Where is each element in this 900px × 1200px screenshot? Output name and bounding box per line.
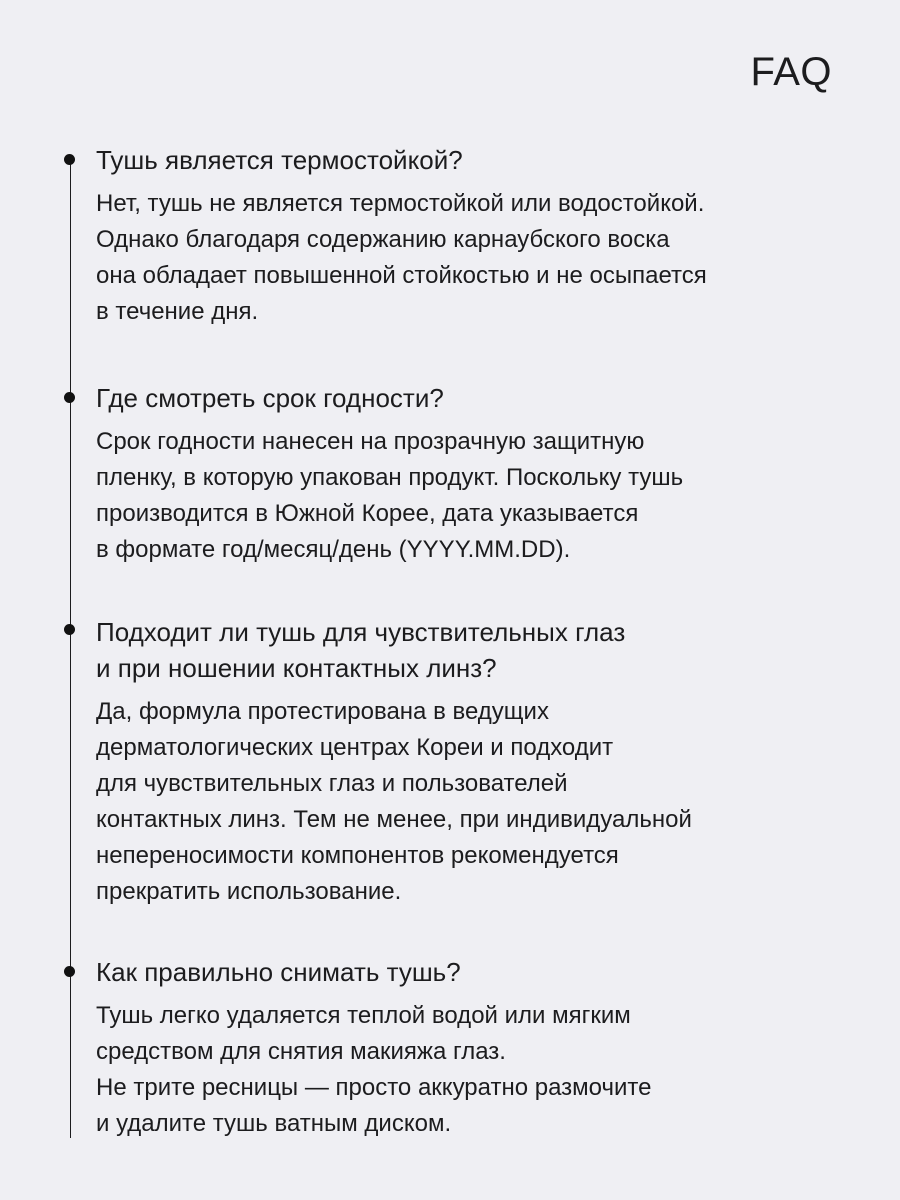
bullet-dot-icon — [64, 966, 75, 977]
faq-answer: Срок годности нанесен на прозрачную защитную пленку, в которую упакован продукт. Поскольку тушь производится в Южной Корее, дата указывается в формате год/месяц/день (YYYY.MM.DD). — [96, 428, 684, 563]
faq-question: Как правильно снимать тушь? — [96, 957, 461, 987]
timeline-line — [70, 162, 71, 1138]
faq-answer: Да, формула протестирована в ведущих дерматологических центрах Кореи и подходит для чувствительных глаз и пользователей контактных линз. Тем не менее, при индивидуальной непереносимости компонентов рекомендуется прекратить использование. — [96, 698, 692, 905]
faq-item-removal — [96, 954, 856, 1142]
faq-item-expiry-date — [96, 380, 856, 568]
faq-question: Подходит ли тушь для чувствительных глаз и при ношении контактных линз? — [96, 617, 626, 683]
bullet-dot-icon — [64, 624, 75, 635]
faq-item-sensitive-eyes — [96, 614, 856, 910]
faq-answer: Нет, тушь не является термостойкой или водостойкой. Однако благодаря содержанию карнаубского воска она обладает повышенной стойкостью и не осыпается в течение дня. — [96, 190, 707, 325]
bullet-dot-icon — [64, 154, 75, 165]
bullet-dot-icon — [64, 392, 75, 403]
faq-answer: Тушь легко удаляется теплой водой или мягким средством для снятия макияжа глаз. Не трите ресницы — просто аккуратно размочите и удалите тушь ватным диском. — [96, 1002, 652, 1137]
faq-question: Где смотреть срок годности? — [96, 383, 444, 413]
page-title: FAQ — [750, 50, 832, 94]
faq-item-heat-resistance — [96, 142, 856, 330]
faq-question: Тушь является термостойкой? — [96, 145, 463, 175]
